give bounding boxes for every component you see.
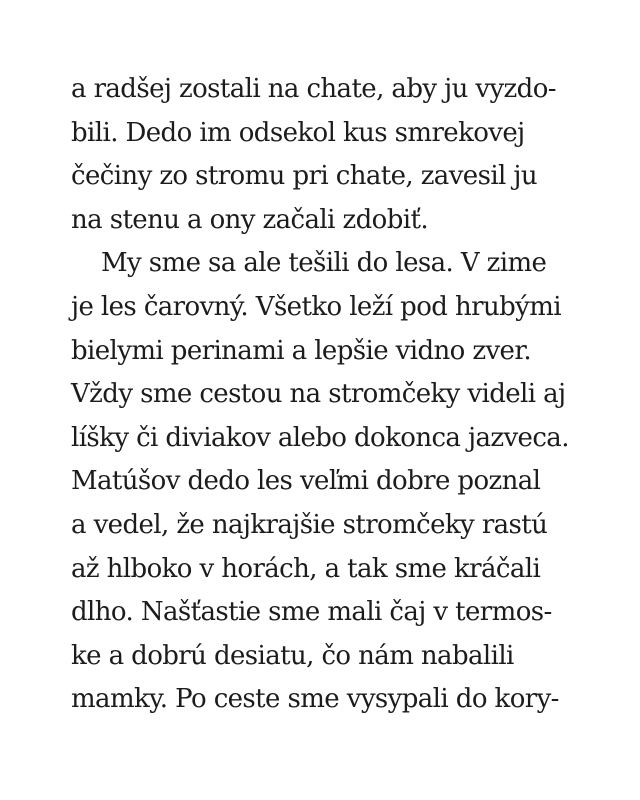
text-line-6: je les čarovný. Všetko leží pod hrubými <box>71 291 561 322</box>
body-text <box>71 68 591 722</box>
text-line-15: mamky. Po ceste sme vysypali do kory- <box>71 684 559 715</box>
text-line-14: ke a dobrú desiatu, čo nám nabalili <box>71 640 514 671</box>
text-line-12: až hlboko v horách, a tak sme kráčali <box>71 553 541 584</box>
text-line-2: bili. Dedo im odsekol kus smrekovej <box>71 117 525 148</box>
text-line-3: čečiny zo stromu pri chate, zavesil ju <box>71 161 538 192</box>
text-line-5-paragraph-start: My sme sa ale tešili do lesa. V zime <box>101 248 547 279</box>
text-line-9: líšky či diviakov alebo dokonca jazveca. <box>71 422 569 453</box>
text-line-8: Vždy sme cestou na stromčeky videli aj <box>71 379 566 410</box>
text-line-4: na stenu a ony začali zdobiť. <box>71 204 428 235</box>
text-line-10: Matúšov dedo les veľmi dobre poznal <box>71 466 541 497</box>
text-line-11: a vedel, že najkrajšie stromčeky rastú <box>71 509 548 540</box>
text-line-1: a radšej zostali na chate, aby ju vyzdo- <box>71 74 556 104</box>
text-line-7: bielymi perinami a lepšie vidno zver. <box>71 335 531 366</box>
text-line-13: dlho. Našťastie sme mali čaj v termos- <box>71 597 552 628</box>
